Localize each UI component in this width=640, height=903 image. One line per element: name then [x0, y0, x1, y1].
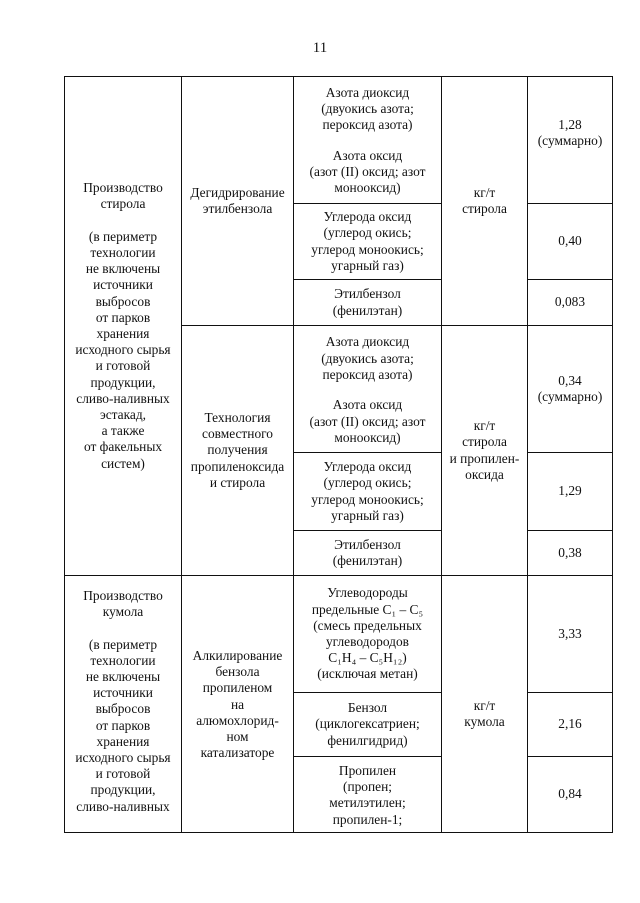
- unit-cell: [442, 576, 528, 833]
- pollutant-cell: [294, 77, 442, 142]
- pollutant-label: Углерода оксид (углерод окись; углерод моноокись; угарный газ): [311, 209, 424, 273]
- pollutant-cell: [294, 531, 442, 576]
- value-label: 0,84: [558, 786, 582, 802]
- value-label: 0,40: [558, 233, 582, 249]
- value-label: 1,29: [558, 483, 582, 499]
- pollutant-cell: [294, 204, 442, 280]
- unit-label: кг/т стирола: [462, 184, 507, 216]
- production-label: Производство стирола (в периметр технологии не включены источники выбросов от парков хранения исходного сырья и готовой продукции, сливо-наливных эстакад, а также от факельных систем): [75, 180, 171, 471]
- value-label: 2,16: [558, 716, 582, 732]
- pollutant-label: Этилбензол (фенилэтан): [332, 536, 403, 568]
- value-cell: [528, 204, 613, 280]
- pollutant-cell: [294, 142, 442, 204]
- pollutant-cell: [294, 392, 442, 453]
- production-cell: [65, 576, 182, 833]
- pollutant-label: Углерода оксид (углерод окись; углерод моноокись; угарный газ): [311, 459, 424, 523]
- pollutant-label: Азота диоксид (двуокись азота; пероксид азота): [321, 334, 414, 382]
- value-label: 3,33: [558, 625, 582, 641]
- value-label: 0,083: [554, 294, 586, 310]
- pollutant-cell: [294, 453, 442, 531]
- pollutant-label: Азота оксид (азот (II) оксид; азот монооксид): [309, 397, 426, 445]
- value-cell: [528, 280, 613, 326]
- pollutant-cell: [294, 280, 442, 326]
- unit-label: кг/т стирола и пропилен- оксида: [449, 418, 520, 482]
- page-number: 11: [312, 40, 328, 56]
- value-cell: [528, 576, 613, 693]
- value-label: 0,34 (суммарно): [537, 372, 603, 404]
- process-label: Алкилирование бензола пропиленом на алюмохлорид- ном катализаторе: [192, 648, 283, 761]
- value-cell: [528, 693, 613, 757]
- unit-cell: [442, 77, 528, 326]
- pollutant-label: Углеводороды предельные C₁ – C₅ (смесь предельных углеводородов C₁H₄ – C₅H₁₂) (исключая метан): [311, 585, 424, 682]
- process-label: Технология совместного получения пропиленоксида и стирола: [190, 409, 285, 490]
- unit-cell: [442, 326, 528, 576]
- pollutant-cell: [294, 326, 442, 392]
- table-row: [65, 576, 613, 693]
- process-label: Дегидрирование этилбензола: [190, 184, 285, 216]
- pollutant-label: Азота диоксид (двуокись азота; пероксид азота): [321, 84, 414, 133]
- value-label: 1,28 (суммарно): [537, 117, 603, 149]
- production-cell: [65, 77, 182, 576]
- pollutant-label: Азота оксид (азот (II) оксид; азот монооксид): [309, 147, 426, 196]
- pollutant-cell: [294, 757, 442, 833]
- pollutant-cell: [294, 576, 442, 693]
- value-cell: [528, 531, 613, 576]
- unit-label: кг/т кумола: [464, 698, 505, 730]
- process-cell: [182, 77, 294, 326]
- production-label: Производство кумола (в периметр технологии не включены источники выбросов от парков хранения исходного сырья и готовой продукции, сливо-наливных: [75, 588, 171, 814]
- value-cell: [528, 757, 613, 833]
- value-cell: [528, 453, 613, 531]
- table-row: [65, 77, 613, 142]
- pollutant-label: Бензол (циклогексатриен; фенилгидрид): [315, 700, 420, 748]
- pollutant-cell: [294, 693, 442, 757]
- emissions-table: [64, 76, 613, 833]
- process-cell: [182, 326, 294, 576]
- value-label: 0,38: [558, 544, 582, 560]
- value-cell: [528, 326, 613, 453]
- pollutant-label: Этилбензол (фенилэтан): [332, 286, 403, 318]
- value-cell: [528, 77, 613, 204]
- pollutant-label: Пропилен (пропен; метилэтилен; пропилен-1;: [329, 763, 406, 827]
- process-cell: [182, 576, 294, 833]
